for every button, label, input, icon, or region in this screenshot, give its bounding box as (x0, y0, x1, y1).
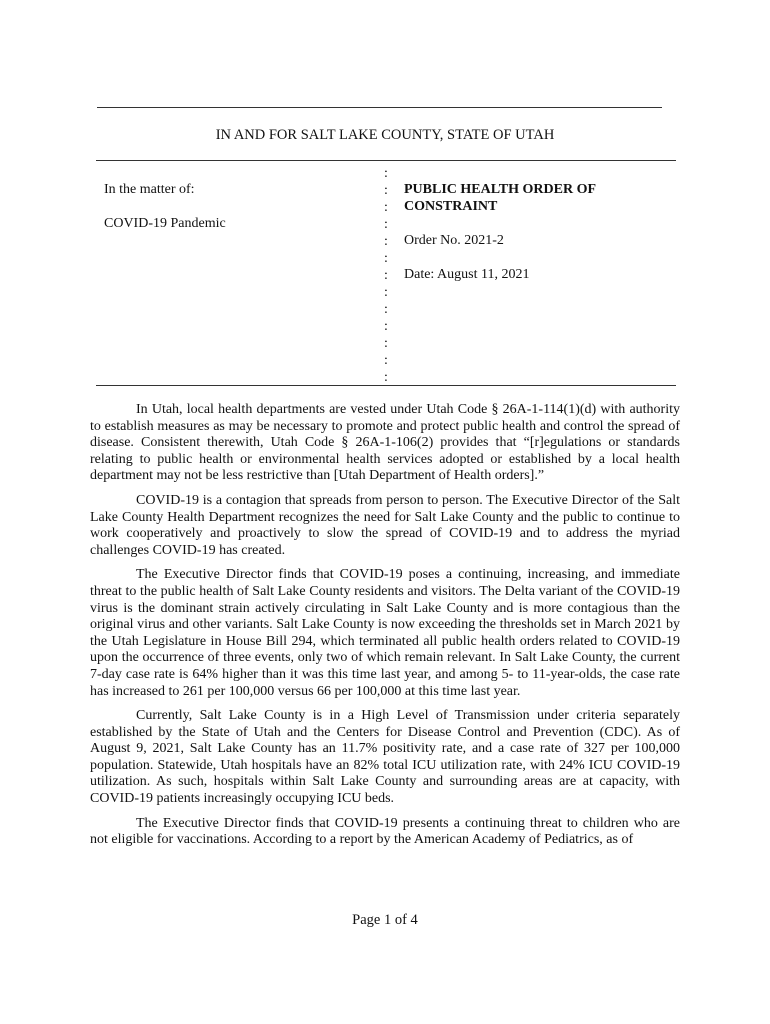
order-title: PUBLIC HEALTH ORDER OF CONSTRAINT (404, 182, 596, 214)
colon: : (384, 336, 388, 351)
paragraph: COVID-19 is a contagion that spreads from person to person. The Executive Director of the Salt Lake County Health Department recognizes the need for Salt Lake County and the public to continue to work cooperatively and proactively to slow the spread of COVID-19 and to address the myriad challenges COVID-19 has created. (90, 492, 680, 558)
matter-label: In the matter of: (104, 182, 195, 197)
matter-name: COVID-19 Pandemic (104, 216, 226, 231)
court-heading: IN AND FOR SALT LAKE COUNTY, STATE OF UTAH (215, 127, 555, 143)
colon: : (384, 370, 388, 385)
order-body (90, 402, 680, 857)
case-caption (96, 160, 676, 386)
order-number: Order No. 2021-2 (404, 233, 504, 248)
top-rule (97, 107, 662, 108)
caption-right (404, 181, 624, 283)
colon: : (384, 285, 388, 300)
colon: : (384, 183, 388, 198)
page-number: Page 1 of 4 (352, 912, 418, 928)
colon: : (384, 166, 388, 181)
paragraph: In Utah, local health departments are vested under Utah Code § 26A-1-114(1)(d) with authority to establish measures as may be necessary to promote and protect public health and control the spread of disease. Consistent therewith, Utah Code § 26A-1-106(2) provides that “[r]egulations or standards relating to public health or environmental health services adopted or established by a local health department may not be less restrictive than [Utah Department of Health orders].” (90, 402, 680, 484)
colon: : (384, 302, 388, 317)
colon: : (384, 319, 388, 334)
colon: : (384, 217, 388, 232)
colon: : (384, 268, 388, 283)
caption-colons (384, 165, 388, 386)
paragraph: The Executive Director finds that COVID-19 presents a continuing threat to children who are not eligible for vaccinations. According to a report by the American Academy of Pediatrics, as of (90, 815, 680, 848)
caption-left (104, 181, 226, 249)
order-date: Date: August 11, 2021 (404, 267, 530, 282)
colon: : (384, 353, 388, 368)
colon: : (384, 234, 388, 249)
colon: : (384, 200, 388, 215)
paragraph: The Executive Director finds that COVID-19 poses a continuing, increasing, and immediate threat to the public health of Salt Lake County residents and visitors. The Delta variant of the COVID-19 virus is the dominant strain actively circulating in Salt Lake County and is more contagious than the original virus and other variants. Salt Lake County is now exceeding the thresholds set in March 2021 by the Utah Legislature in House Bill 294, which terminated all public health orders related to COVID-19 upon the occurrence of three events, only two of which remain relevant. In Salt Lake County, the current 7-day case rate is 64% higher than it was this time last year, and among 5- to 11-year-olds, the case rate has increased to 261 per 100,000 versus 66 per 100,000 at this time last year. (90, 567, 680, 699)
paragraph: Currently, Salt Lake County is in a High Level of Transmission under criteria separately established by the State of Utah and the Centers for Disease Control and Prevention (CDC). As of August 9, 2021, Salt Lake County has an 11.7% positivity rate, and a case rate of 327 per 100,000 population. Statewide, Utah hospitals have an 82% total ICU utilization rate, with 24% ICU COVID-19 utilization. As such, hospitals within Salt Lake County and surrounding areas are at capacity, with COVID-19 patients increasingly occupying ICU beds. (90, 708, 680, 807)
colon: : (384, 251, 388, 266)
